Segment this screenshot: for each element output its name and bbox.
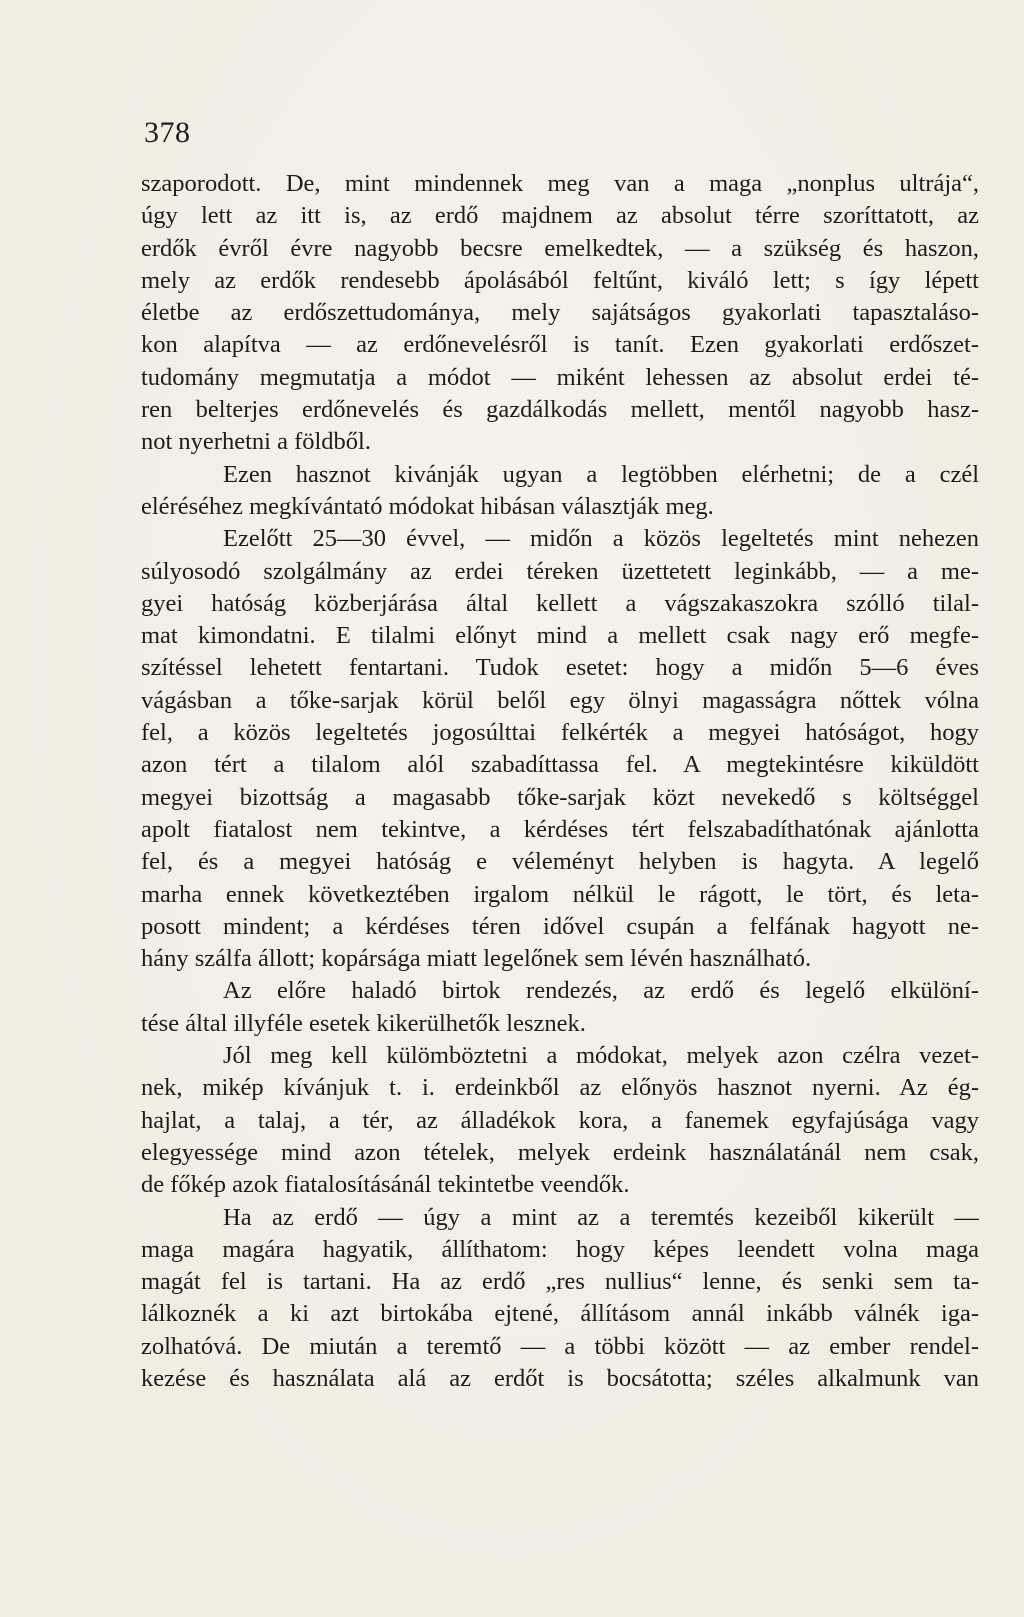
text-line: kon alapítva — az erdőnevelésről is tanít. Ezen gyakorlati erdőszet- bbox=[141, 331, 979, 359]
text-line: hajlat, a talaj, a tér, az álladékok kora, a fanemek egyfajúsága vagy bbox=[141, 1106, 979, 1134]
text-line: azon tért a tilalom alól szabadíttassa fel. A megtekintésre kiküldött bbox=[141, 751, 979, 779]
text-line: hány szálfa állott; kopársága miatt legelőnek sem lévén használható. bbox=[141, 945, 812, 973]
text-line: Az előre haladó birtok rendezés, az erdő és legelő elkülöní- bbox=[223, 977, 979, 1005]
text-line: apolt fiatalost nem tekintve, a kérdéses tért felszabadíthatónak ajánlotta bbox=[141, 815, 979, 843]
text-line: erdők évről évre nagyobb becsre emelkedtek, — a szükség és haszon, bbox=[141, 234, 979, 262]
text-line: elegyessége mind azon tételek, melyek erdeink használatánál nem csak, bbox=[141, 1138, 979, 1166]
text-line: megyei bizottság a magasabb tőke-sarjak közt nevekedő s költséggel bbox=[141, 783, 979, 811]
text-line: posott mindent; a kérdéses téren idővel csupán a felfának hagyott ne- bbox=[141, 912, 979, 940]
text-line: tése által illyféle esetek kikerülhetők lesznek. bbox=[141, 1009, 586, 1037]
page-number: 378 bbox=[144, 116, 191, 149]
page-body-text bbox=[141, 168, 979, 1395]
text-line: marha ennek következtében irgalom nélkül le rágott, le tört, és leta- bbox=[141, 880, 979, 908]
text-line: zolhatóvá. De miután a teremtő — a többi között — az ember rendel- bbox=[141, 1332, 979, 1360]
text-line: mely az erdők rendesebb ápolásából feltűnt, kiváló lett; s így lépett bbox=[141, 266, 979, 294]
text-line: Ezen hasznot kivánják ugyan a legtöbben elérhetni; de a czél bbox=[223, 460, 979, 488]
text-line: lálkoznék a ki azt birtokába ejtené, állításom annál inkább válnék iga- bbox=[141, 1300, 979, 1328]
text-line: Ezelőtt 25—30 évvel, — midőn a közös legeltetés mint nehezen bbox=[223, 525, 979, 553]
text-line: not nyerhetni a földből. bbox=[141, 428, 371, 456]
text-line: fel, és a megyei hatóság e véleményt helyben is hagyta. A legelő bbox=[141, 848, 979, 876]
text-line: életbe az erdőszettudománya, mely sajátságos gyakorlati tapasztaláso- bbox=[141, 299, 979, 327]
text-line: kezése és használata alá az erdőt is bocsátotta; széles alkalmunk van bbox=[141, 1364, 979, 1392]
text-line: szítéssel lehetett fentartani. Tudok esetet: hogy a midőn 5—6 éves bbox=[141, 654, 979, 682]
text-line: Ha az erdő — úgy a mint az a teremtés kezeiből kikerült — bbox=[223, 1203, 979, 1231]
text-line: gyei hatóság közberjárása által kellett a vágszakaszokra szólló tilal- bbox=[141, 589, 979, 617]
text-line: tudomány megmutatja a módot — miként lehessen az absolut erdei té- bbox=[141, 363, 979, 391]
text-line: eléréséhez megkívántató módokat hibásan választják meg. bbox=[141, 492, 714, 520]
text-line: szaporodott. De, mint mindennek meg van a maga „nonplus ultrája“, bbox=[141, 170, 979, 197]
text-line: fel, a közös legeltetés jogosúlttai felkérték a megyei hatóságot, hogy bbox=[141, 719, 979, 747]
text-line: súlyosodó szolgálmány az erdei téreken üzettetett leginkább, — a me- bbox=[141, 557, 979, 585]
text-line: ren belterjes erdőnevelés és gazdálkodás mellett, mentől nagyobb hasz- bbox=[141, 396, 979, 424]
text-line: nek, mikép kívánjuk t. i. erdeinkből az előnyös hasznot nyerni. Az ég- bbox=[141, 1074, 979, 1102]
text-line: Jól meg kell külömböztetni a módokat, melyek azon czélra vezet- bbox=[223, 1042, 979, 1070]
text-line: de főkép azok fiatalosításánál tekintetbe veendők. bbox=[141, 1171, 630, 1199]
text-line: mat kimondatni. E tilalmi előnyt mind a mellett csak nagy erő megfe- bbox=[141, 622, 979, 650]
text-line: vágásban a tőke-sarjak körül belől egy ölnyi magasságra nőttek vólna bbox=[141, 686, 979, 714]
text-line: maga magára hagyatik, állíthatom: hogy képes leendett volna maga bbox=[141, 1235, 979, 1263]
text-line: magát fel is tartani. Ha az erdő „res nullius“ lenne, és senki sem ta- bbox=[141, 1268, 979, 1296]
text-line: úgy lett az itt is, az erdő majdnem az absolut térre szoríttatott, az bbox=[141, 202, 979, 230]
